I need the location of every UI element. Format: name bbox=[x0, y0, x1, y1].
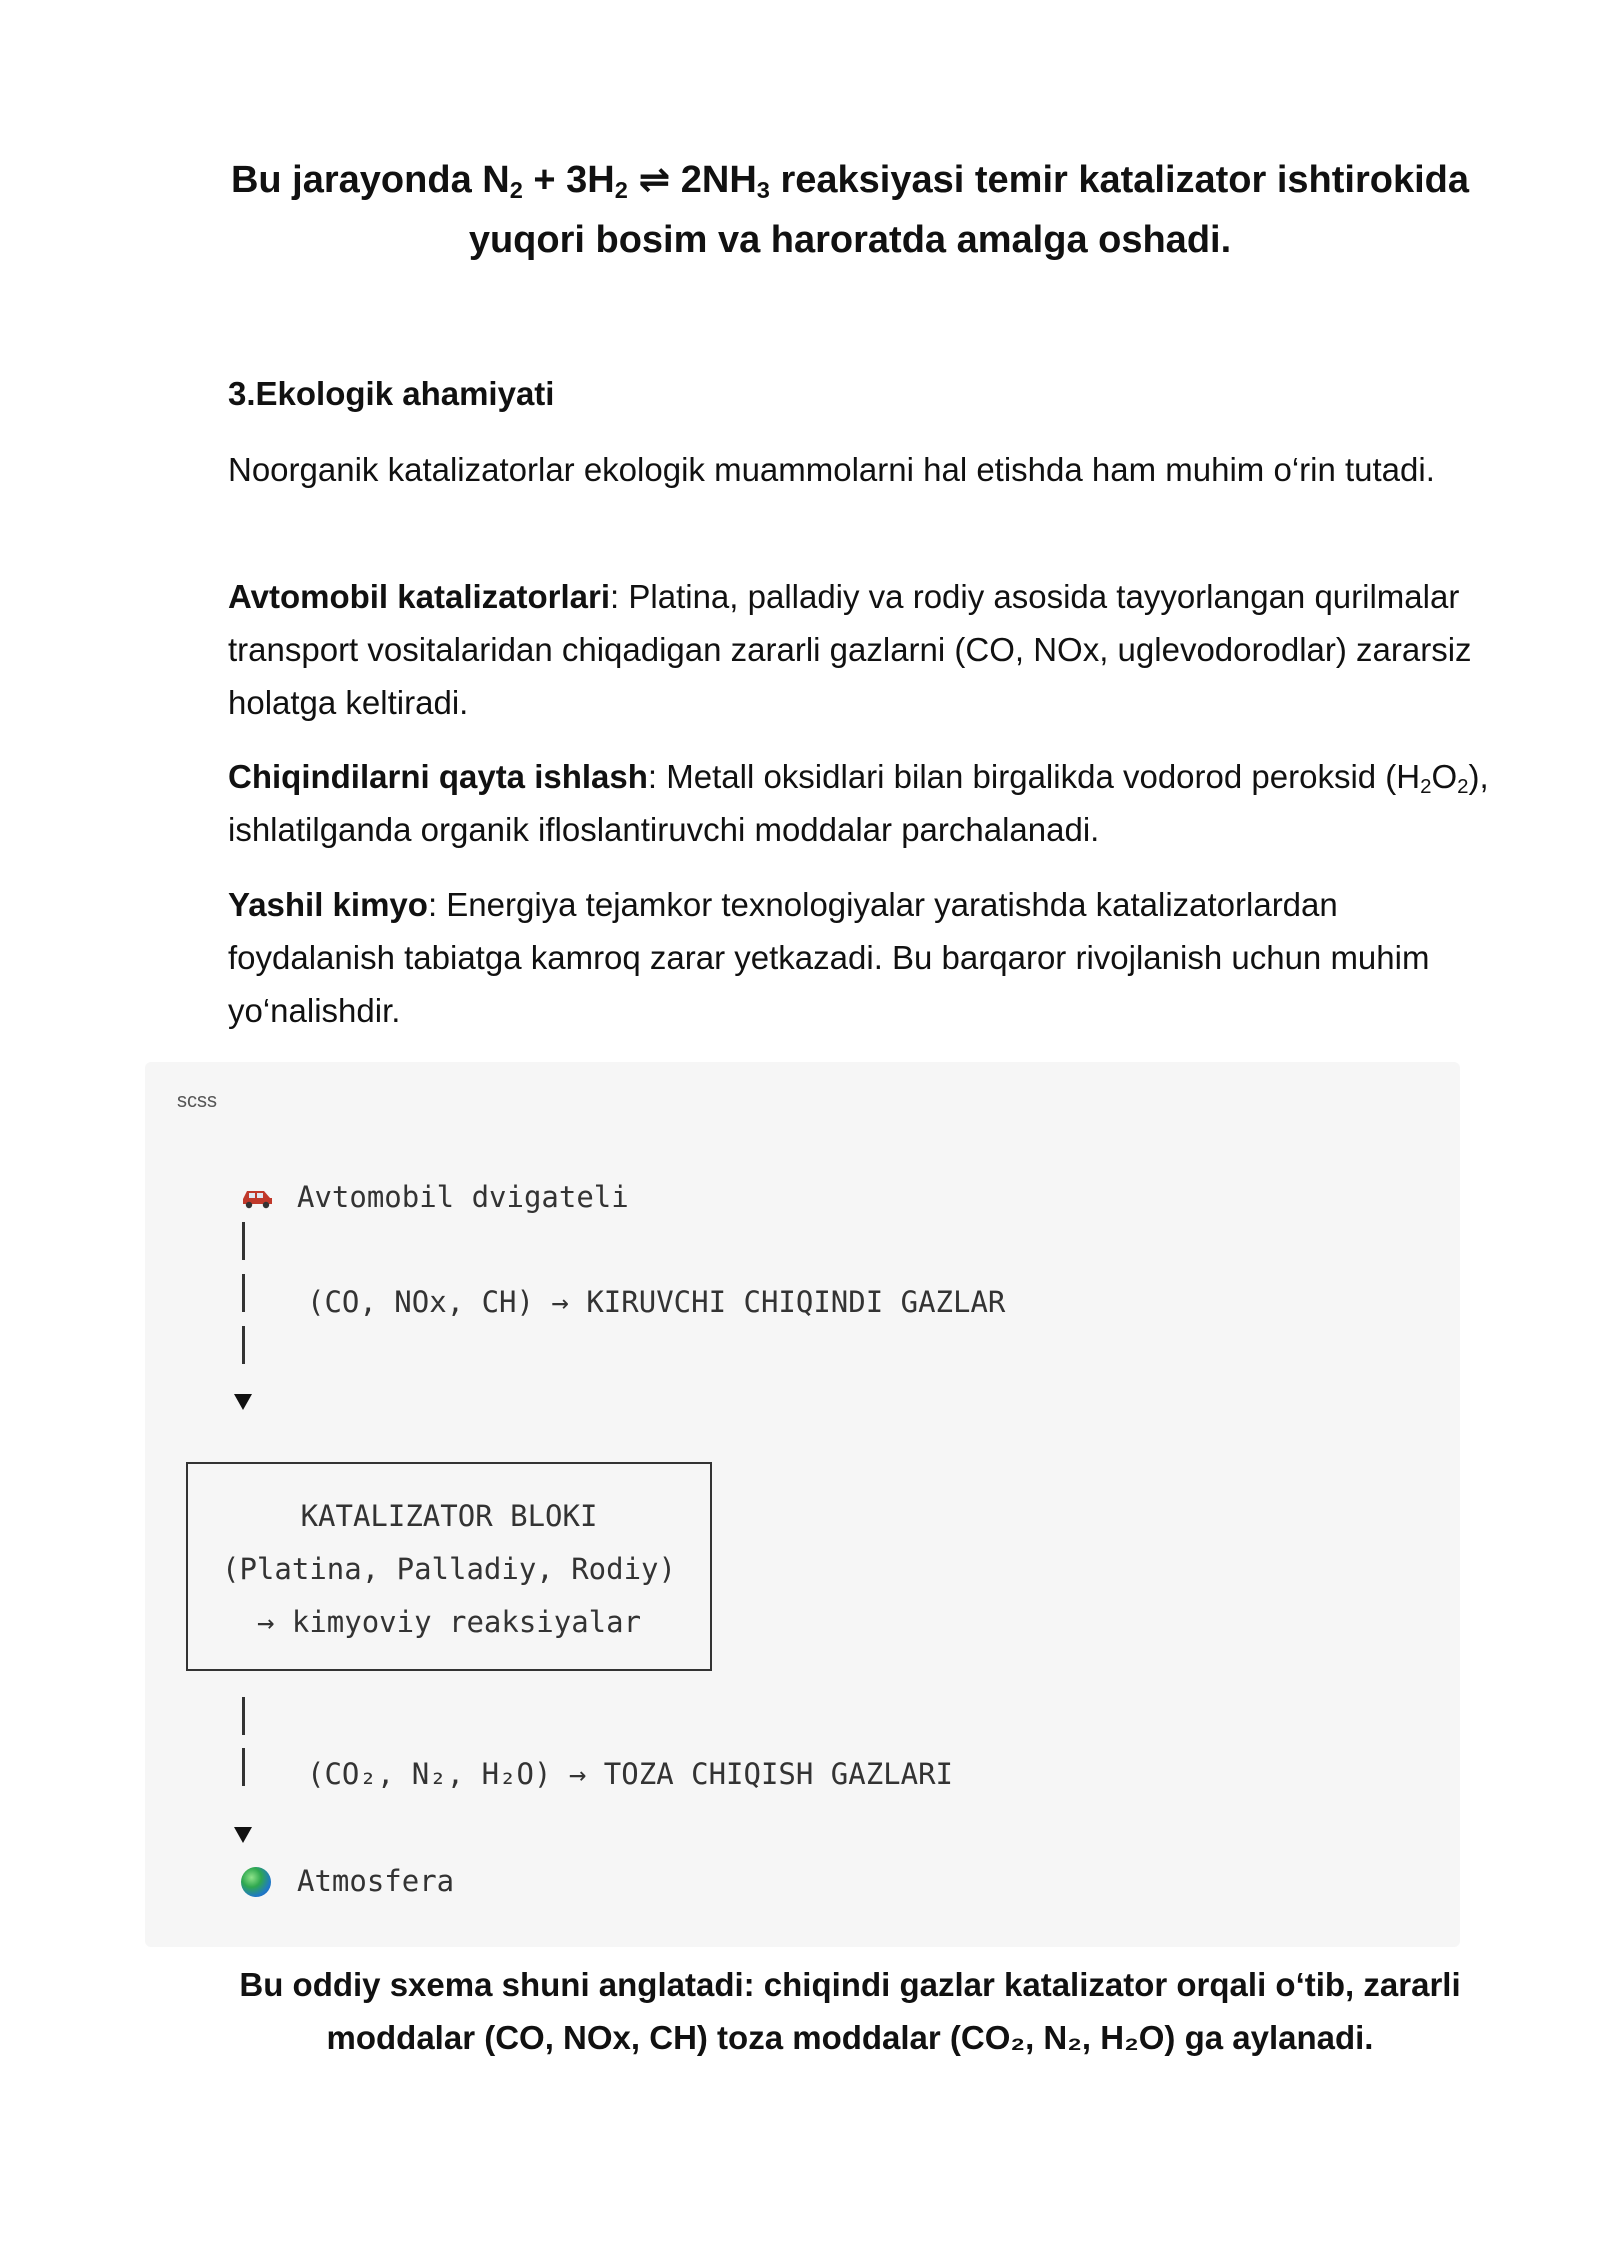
flow-line bbox=[242, 1748, 245, 1786]
summary-line-1: Bu oddiy sxema shuni anglatadi: chiqindi gazlar katalizator orqali o‘tib, zararli bbox=[239, 1966, 1461, 2003]
paragraph-text: : Metall oksidlari bilan birgalikda vodorod peroksid (H bbox=[647, 758, 1421, 795]
input-gases: (CO, NOx, CH) → KIRUVCHI CHIQINDI GAZLAR bbox=[307, 1285, 1006, 1319]
subscript: 2 bbox=[509, 176, 523, 203]
catalyst-metals: (Platina, Palladiy, Rodiy) bbox=[222, 1552, 676, 1586]
engine-label: Avtomobil dvigateli bbox=[297, 1180, 629, 1214]
down-arrow-icon bbox=[234, 1394, 252, 1410]
term-waste-processing: Chiqindilarni qayta ishlash bbox=[228, 758, 648, 795]
intro-reaction-title bbox=[200, 150, 1500, 270]
flow-line bbox=[242, 1222, 245, 1260]
term-green-chemistry: Yashil kimyo bbox=[228, 886, 428, 923]
down-arrow-icon bbox=[234, 1827, 252, 1843]
paragraph-waste-processing bbox=[228, 750, 1508, 856]
paragraph-car-catalysts bbox=[228, 570, 1508, 729]
intro-line-2: yuqori bosim va haroratda amalga oshadi. bbox=[468, 219, 1232, 261]
globe-icon bbox=[241, 1867, 271, 1897]
subscript: 2 bbox=[614, 176, 628, 203]
catalyst-reactions: → kimyoviy reaksiyalar bbox=[256, 1605, 642, 1639]
intro-text: Bu jarayonda N bbox=[230, 159, 510, 201]
flow-line bbox=[242, 1697, 245, 1735]
catalyst-box bbox=[186, 1462, 712, 1671]
intro-text: ⇌ 2NH bbox=[627, 159, 757, 201]
paragraph-green-chemistry bbox=[228, 878, 1508, 1037]
summary bbox=[200, 1958, 1500, 2064]
subscript: 3 bbox=[756, 176, 770, 203]
flow-line bbox=[242, 1274, 245, 1312]
term-car-catalysts: Avtomobil katalizatorlari bbox=[228, 578, 611, 615]
subscript: 2 bbox=[1457, 775, 1469, 799]
catalyst-box-title: KATALIZATOR BLOKI bbox=[300, 1499, 598, 1533]
car-icon bbox=[240, 1187, 274, 1209]
atmosphere-label: Atmosfera bbox=[297, 1864, 455, 1898]
subscript: 2 bbox=[1420, 775, 1432, 799]
paragraph-intro: Noorganik katalizatorlar ekologik muammolarni hal etishda ham muhim o‘rin tutadi. bbox=[228, 451, 1435, 488]
section-heading: 3.Ekologik ahamiyati bbox=[228, 375, 555, 412]
text-green-chemistry: : Energiya tejamkor texnologiyalar yaratishda katalizatorlardan foydalanish tabiatga kamroq zarar yetkazadi. Bu barqaror rivojlanish uchun muhim yo‘nalishdir. bbox=[228, 886, 1430, 1029]
paragraph-text: O bbox=[1431, 758, 1458, 795]
intro-line-1 bbox=[200, 150, 1500, 210]
flow-line bbox=[242, 1326, 245, 1364]
code-block bbox=[145, 1062, 1460, 1947]
intro-text: + 3H bbox=[522, 159, 615, 201]
intro-text: reaksiyasi temir katalizator ishtirokida bbox=[769, 159, 1470, 201]
code-language-label: scss bbox=[177, 1090, 217, 1112]
output-gases: (CO₂, N₂, H₂O) → TOZA CHIQISH GAZLARI bbox=[307, 1757, 954, 1791]
paragraph-text: ), ishlatilganda organik ifloslantiruvchi moddalar parchalanadi. bbox=[228, 758, 1489, 848]
summary-line-2: moddalar (CO, NOx, CH) toza moddalar (CO₂, N₂, H₂O) ga aylanadi. bbox=[326, 2019, 1374, 2056]
text-car-catalysts: : Platina, palladiy va rodiy asosida tayyorlangan qurilmalar transport vositalaridan chiqadigan zararli gazlarni (CO, NOx, uglevodorodlar) zararsiz holatga keltiradi. bbox=[228, 578, 1472, 721]
